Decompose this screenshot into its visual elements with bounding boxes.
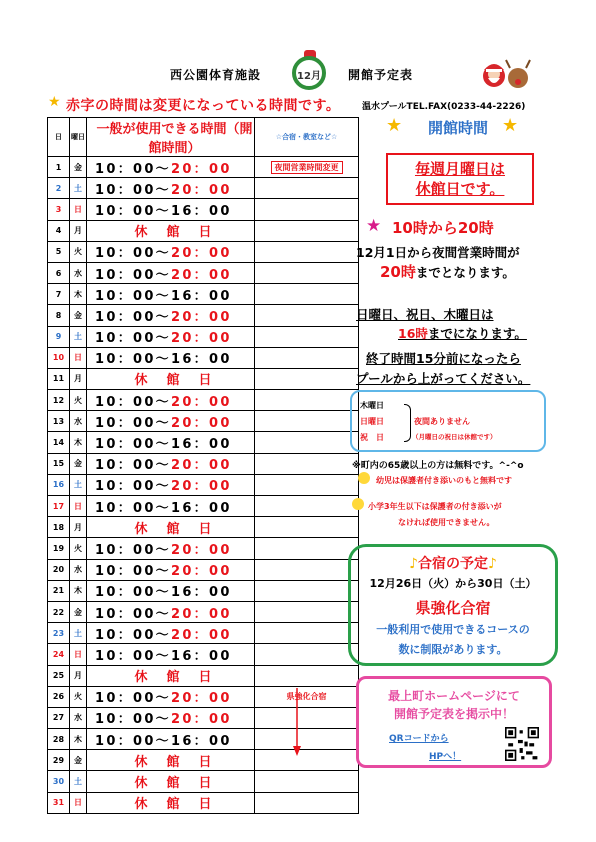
- table-row: [48, 262, 359, 283]
- info-holiday: 祝 日: [360, 433, 384, 442]
- camp-date: 12月26日（火）から30日（土）: [369, 577, 537, 590]
- weekday-cell: 土: [70, 178, 87, 199]
- last-call-line-2: プールから上がってください。: [356, 371, 531, 386]
- closed-line-2: 休館日です。: [415, 180, 505, 198]
- table-header-row: [48, 118, 359, 157]
- weekday-cell: 木: [70, 432, 87, 453]
- hours-cell: [87, 644, 255, 665]
- weekday-cell: 金: [70, 453, 87, 474]
- open-time: 10：00～: [95, 479, 171, 495]
- close-time: 16：00: [170, 733, 232, 749]
- note-cell: [255, 411, 359, 432]
- close-time: 20：00: [170, 394, 232, 410]
- day-cell: 22: [48, 601, 70, 622]
- info-sunday: 日曜日: [360, 417, 384, 426]
- camp-note-2: 数に制限があります。: [398, 643, 508, 656]
- open-time: 10：00～: [95, 352, 171, 368]
- day-cell: 9: [48, 326, 70, 347]
- arrow-down-icon: [293, 688, 301, 756]
- weekday-cell: 日: [70, 199, 87, 220]
- note-cell: [255, 326, 359, 347]
- note-cell: [255, 686, 359, 707]
- day-cell: 5: [48, 241, 70, 262]
- note-cell: [255, 368, 359, 389]
- open-time: 10：00～: [95, 648, 171, 664]
- table-row: [48, 220, 359, 241]
- note-cell: [255, 347, 359, 368]
- weekday-cell: 水: [70, 411, 87, 432]
- open-time: 10：00～: [95, 712, 171, 728]
- weekday-cell: 日: [70, 347, 87, 368]
- close-time: 20：00: [170, 564, 232, 580]
- table-row: [48, 178, 359, 199]
- day-cell: 7: [48, 284, 70, 305]
- day-cell: 1: [48, 157, 70, 178]
- table-row: [48, 157, 359, 178]
- note-cell: [255, 792, 359, 813]
- close-time: 16：00: [170, 437, 232, 453]
- hours-cell: [87, 729, 255, 750]
- weekday-cell: 水: [70, 707, 87, 728]
- note-cell: [255, 623, 359, 644]
- close-time: 20：00: [170, 691, 232, 707]
- table-row: [48, 453, 359, 474]
- hours-title: 開館時間: [427, 119, 488, 137]
- senior-free-note: ※町内の65歳以上の方は無料です。^-^o: [352, 461, 524, 471]
- day-cell: 8: [48, 305, 70, 326]
- note-cell: [255, 262, 359, 283]
- title-right: 開館予定表: [348, 68, 414, 82]
- table-row: [48, 686, 359, 707]
- open-time: 10：00～: [95, 182, 171, 198]
- santa-reindeer-icon: [478, 56, 534, 94]
- hours-cell: [87, 178, 255, 199]
- weekday-cell: 土: [70, 623, 87, 644]
- star-icon: ★: [366, 216, 382, 236]
- website-box: [356, 676, 552, 768]
- day-cell: 30: [48, 771, 70, 792]
- weekday-cell: 火: [70, 686, 87, 707]
- weekday-cell: 月: [70, 517, 87, 538]
- table-row: [48, 517, 359, 538]
- day-cell: 13: [48, 411, 70, 432]
- col-day: 日: [48, 118, 70, 157]
- hours-cell: [87, 474, 255, 495]
- table-row: [48, 411, 359, 432]
- hours-cell: [87, 538, 255, 559]
- note-text: 夜間営業時間変更: [271, 161, 343, 174]
- day-cell: 27: [48, 707, 70, 728]
- closed-cell: 休 館 日: [87, 517, 255, 538]
- day-cell: 28: [48, 729, 70, 750]
- close-time: 20：00: [170, 331, 232, 347]
- weekday-cell: 月: [70, 665, 87, 686]
- close-time: 16：00: [170, 648, 232, 664]
- title-left: 西公園体育施設: [170, 68, 262, 82]
- close-time: 20：00: [170, 542, 232, 558]
- table-row: [48, 729, 359, 750]
- website-line-2: 開館予定表を掲示中！: [393, 707, 514, 721]
- close-time: 16：00: [170, 585, 232, 601]
- hours-cell: [87, 601, 255, 622]
- note-cell: [255, 750, 359, 771]
- weekday-cell: 木: [70, 284, 87, 305]
- hours-cell: [87, 157, 255, 178]
- smile-icon: [358, 472, 370, 484]
- note-cell: [255, 220, 359, 241]
- camp-name: 県強化合宿: [415, 599, 491, 617]
- hp-link-text[interactable]: HPへ！: [429, 752, 462, 762]
- note-cell: [255, 644, 359, 665]
- note-cell: [255, 453, 359, 474]
- table-row: [48, 284, 359, 305]
- hours-cell: [87, 305, 255, 326]
- close-time: 16：00: [170, 203, 232, 219]
- open-time: 10：00～: [95, 331, 171, 347]
- closed-cell: 休 館 日: [87, 220, 255, 241]
- qr-link-text[interactable]: QRコードから: [389, 734, 449, 744]
- wreath-label: 12月: [297, 71, 321, 82]
- day-cell: 10: [48, 347, 70, 368]
- hours-cell: [87, 453, 255, 474]
- day-cell: 11: [48, 368, 70, 389]
- note-cell: [255, 474, 359, 495]
- closed-cell: 休 館 日: [87, 792, 255, 813]
- table-row: [48, 305, 359, 326]
- child-note-2: なければ使用できません。: [398, 518, 495, 527]
- note-cell: [255, 199, 359, 220]
- table-row: [48, 665, 359, 686]
- qr-code-icon[interactable]: [505, 727, 539, 761]
- weekday-cell: 金: [70, 601, 87, 622]
- close-time: 20：00: [170, 267, 232, 283]
- day-cell: 25: [48, 665, 70, 686]
- day-cell: 24: [48, 644, 70, 665]
- note-cell: [255, 771, 359, 792]
- close-time: 20：00: [170, 606, 232, 622]
- sunday-line-2: [398, 324, 527, 342]
- holiday-info-box: [350, 390, 546, 452]
- day-cell: 14: [48, 432, 70, 453]
- day-cell: 29: [48, 750, 70, 771]
- table-row: [48, 771, 359, 792]
- star-icon: ★: [48, 94, 61, 110]
- wreath-icon: [292, 56, 326, 90]
- table-row: [48, 792, 359, 813]
- weekday-cell: 金: [70, 157, 87, 178]
- weekday-cell: 土: [70, 326, 87, 347]
- table-row: [48, 474, 359, 495]
- table-row: [48, 644, 359, 665]
- open-time: 10：00～: [95, 394, 171, 410]
- note-cell: [255, 241, 359, 262]
- day-cell: 21: [48, 580, 70, 601]
- close-time: 20：00: [170, 479, 232, 495]
- note-cell: [255, 496, 359, 517]
- note-cell: [255, 517, 359, 538]
- day-cell: 18: [48, 517, 70, 538]
- hours-cell: [87, 284, 255, 305]
- table-row: [48, 623, 359, 644]
- weekday-cell: 火: [70, 241, 87, 262]
- subtitle: 赤字の時間は変更になっている時間です。: [66, 98, 341, 114]
- weekday-cell: 月: [70, 368, 87, 389]
- closed-cell: 休 館 日: [87, 665, 255, 686]
- day-cell: 17: [48, 496, 70, 517]
- open-time: 10：00～: [95, 203, 171, 219]
- close-time: 16：00: [170, 352, 232, 368]
- info-monday-note: （月曜日の祝日は休館です）: [412, 433, 497, 441]
- day-cell: 31: [48, 792, 70, 813]
- close-time: 20：00: [170, 415, 232, 431]
- close-time: 20：00: [170, 309, 232, 325]
- note-cell: [255, 390, 359, 411]
- table-row: [48, 347, 359, 368]
- hours-cell: [87, 199, 255, 220]
- closed-cell: 休 館 日: [87, 368, 255, 389]
- closed-notice: [386, 153, 534, 205]
- open-time: 10：00～: [95, 564, 171, 580]
- last-call-line-1: 終了時間15分前になったら: [366, 351, 521, 366]
- hours-cell: [87, 390, 255, 411]
- bell-icon: ♪: [488, 556, 497, 572]
- hours-cell: [87, 707, 255, 728]
- open-time: 10：00～: [95, 415, 171, 431]
- day-cell: 23: [48, 623, 70, 644]
- table-row: [48, 538, 359, 559]
- open-time: 10：00～: [95, 733, 171, 749]
- hours-cell: [87, 623, 255, 644]
- close-time: 20：00: [170, 627, 232, 643]
- open-time: 10：00～: [95, 500, 171, 516]
- camp-title-text: 合宿の予定: [418, 556, 488, 572]
- open-time: 10：00～: [95, 542, 171, 558]
- open-time: 10：00～: [95, 458, 171, 474]
- close-time: 16：00: [170, 288, 232, 304]
- day-cell: 12: [48, 390, 70, 411]
- note-cell: [255, 707, 359, 728]
- note-cell: [255, 729, 359, 750]
- table-row: [48, 750, 359, 771]
- weekday-cell: 水: [70, 262, 87, 283]
- sunday-line-1: 日曜日、祝日、木曜日は: [356, 307, 494, 322]
- star-icon: ★: [502, 115, 519, 136]
- info-no-night: 夜間ありません: [414, 417, 470, 426]
- hours-cell: [87, 241, 255, 262]
- note-cell: [255, 432, 359, 453]
- weekday-cell: 月: [70, 220, 87, 241]
- close-time: 20：00: [170, 712, 232, 728]
- bell-icon: ♪: [409, 556, 418, 572]
- close-time: 20：00: [170, 246, 232, 262]
- note-cell: [255, 601, 359, 622]
- note-cell: [255, 559, 359, 580]
- open-time: 10：00～: [95, 606, 171, 622]
- weekday-cell: 金: [70, 750, 87, 771]
- closed-cell: 休 館 日: [87, 750, 255, 771]
- brace-icon: [404, 404, 411, 442]
- note-cell: [255, 178, 359, 199]
- hours-cell: [87, 432, 255, 453]
- night-line-2: [380, 261, 515, 282]
- weekday-cell: 木: [70, 580, 87, 601]
- weekday-cell: 金: [70, 305, 87, 326]
- day-cell: 3: [48, 199, 70, 220]
- weekday-cell: 土: [70, 771, 87, 792]
- day-cell: 19: [48, 538, 70, 559]
- day-cell: 2: [48, 178, 70, 199]
- closed-cell: 休 館 日: [87, 771, 255, 792]
- note-cell: [255, 284, 359, 305]
- info-thursday: 木曜日: [360, 401, 384, 410]
- schedule-table: [47, 117, 359, 814]
- table-row: [48, 241, 359, 262]
- table-row: [48, 326, 359, 347]
- website-line-1: 最上町ホームページにて: [388, 689, 520, 703]
- hours-cell: [87, 580, 255, 601]
- note-text: 県強化合宿: [286, 692, 327, 702]
- hours-cell: [87, 559, 255, 580]
- note-cell: [255, 580, 359, 601]
- weekday-cell: 土: [70, 474, 87, 495]
- note-cell: [255, 665, 359, 686]
- table-row: [48, 559, 359, 580]
- night-line-2-rest: までとなります。: [415, 265, 515, 280]
- table-row: [48, 580, 359, 601]
- night-time: 20時: [380, 263, 416, 281]
- table-row: [48, 199, 359, 220]
- star-icon: ★: [386, 115, 403, 136]
- weekday-cell: 木: [70, 729, 87, 750]
- sunday-line-2-rest: までになります。: [427, 326, 527, 341]
- close-time: 20：00: [170, 458, 232, 474]
- weekday-cell: 火: [70, 538, 87, 559]
- closed-line-1: 毎週月曜日は: [414, 160, 505, 178]
- weekday-cell: 日: [70, 644, 87, 665]
- hours-cell: [87, 262, 255, 283]
- hours-cell: [87, 686, 255, 707]
- infant-note: 幼児は保護者付き添いのもと無料です: [376, 476, 512, 485]
- table-row: [48, 496, 359, 517]
- camp-note-1: 一般利用で使用できるコースの: [376, 623, 530, 636]
- hours-cell: [87, 411, 255, 432]
- smile-icon: [352, 498, 364, 510]
- sunday-time: 16時: [398, 326, 428, 341]
- close-time: 20：00: [170, 182, 232, 198]
- close-time: 20：00: [170, 161, 232, 177]
- open-time: 10：00～: [95, 267, 171, 283]
- weekday-cell: 水: [70, 559, 87, 580]
- hours-cell: [87, 496, 255, 517]
- day-cell: 26: [48, 686, 70, 707]
- night-line-1: 12月1日から夜間営業時間が: [356, 245, 520, 260]
- open-time: 10：00～: [95, 246, 171, 262]
- day-cell: 4: [48, 220, 70, 241]
- contact-info: 温水プールTEL.FAX(0233-44-2226): [362, 102, 526, 112]
- weekday-cell: 日: [70, 792, 87, 813]
- note-cell: [255, 538, 359, 559]
- open-time: 10：00～: [95, 437, 171, 453]
- open-time: 10：00～: [95, 288, 171, 304]
- weekday-cell: 火: [70, 390, 87, 411]
- col-notes: ☆合宿・教室など☆: [255, 118, 359, 157]
- close-time: 16：00: [170, 500, 232, 516]
- child-note-1: 小学3年生以下は保護者の付き添いが: [368, 502, 502, 511]
- note-cell: [255, 157, 359, 178]
- hours-main: 10時から20時: [392, 219, 494, 237]
- camp-box: [348, 544, 558, 666]
- open-time: 10：00～: [95, 691, 171, 707]
- open-time: 10：00～: [95, 627, 171, 643]
- day-cell: 20: [48, 559, 70, 580]
- camp-title: [351, 553, 555, 573]
- open-time: 10：00～: [95, 309, 171, 325]
- table-row: [48, 707, 359, 728]
- col-weekday: 曜日: [70, 118, 87, 157]
- table-row: [48, 432, 359, 453]
- table-row: [48, 601, 359, 622]
- col-hours: 一般が使用できる時間（開館時間）: [87, 118, 255, 157]
- table-row: [48, 390, 359, 411]
- day-cell: 15: [48, 453, 70, 474]
- note-cell: [255, 305, 359, 326]
- weekday-cell: 日: [70, 496, 87, 517]
- open-time: 10：00～: [95, 585, 171, 601]
- table-row: [48, 368, 359, 389]
- hours-cell: [87, 347, 255, 368]
- day-cell: 16: [48, 474, 70, 495]
- hours-cell: [87, 326, 255, 347]
- day-cell: 6: [48, 262, 70, 283]
- open-time: 10：00～: [95, 161, 171, 177]
